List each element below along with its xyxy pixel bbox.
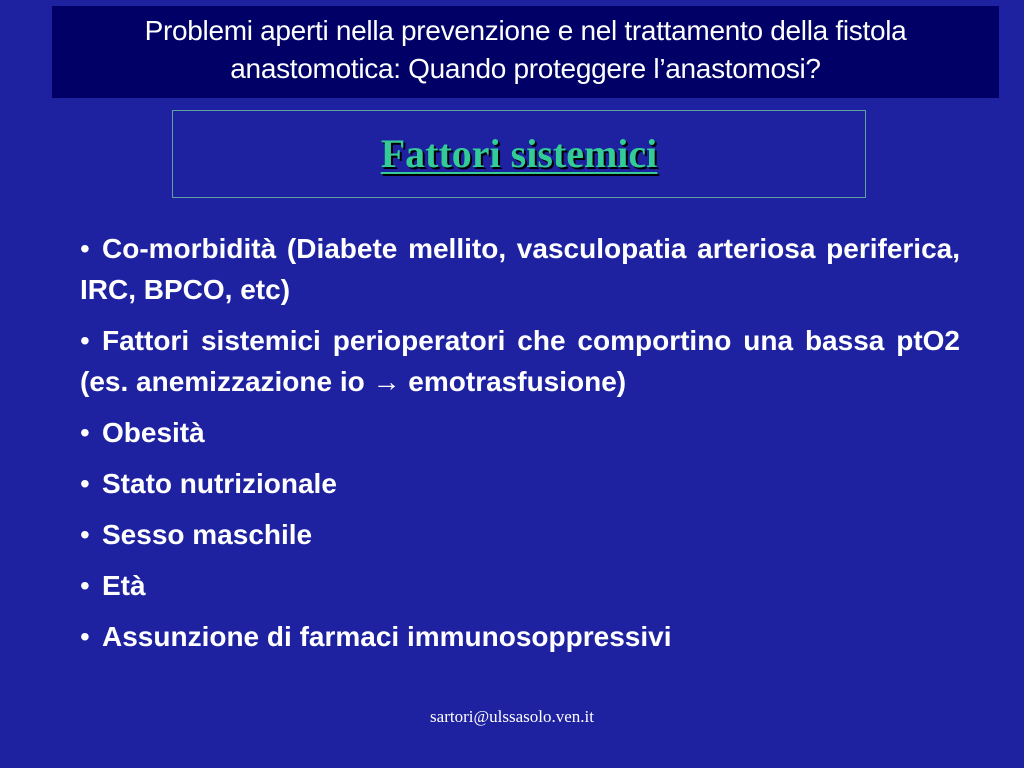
bullet-text: Co-morbidità (Diabete mellito, vasculopatia arteriosa periferica, IRC, BPCO, etc) — [80, 233, 960, 305]
bullet-text: Sesso maschile — [102, 519, 313, 550]
bullet-list — [80, 228, 960, 667]
bullet-item — [80, 463, 960, 504]
bullet-item — [80, 616, 960, 657]
title-box — [172, 110, 866, 198]
bullet-item — [80, 228, 960, 310]
bullet-icon: • — [80, 468, 90, 499]
bullet-text: Assunzione di farmaci immunosoppressivi — [102, 621, 672, 652]
bullet-icon: • — [80, 519, 90, 550]
bullet-icon: • — [80, 570, 90, 601]
header-text: Problemi aperti nella prevenzione e nel trattamento della fistola anastomotica: Quando proteggere l’anastomosi? — [144, 15, 907, 84]
slide-title: Fattori sistemici — [380, 131, 658, 176]
bullet-item — [80, 565, 960, 606]
bullet-icon: • — [80, 417, 90, 448]
bullet-text: Fattori sistemici perioperatori che comportino una bassa ptO2 (es. anemizzazione io → emotrasfusione) — [80, 325, 960, 397]
bullet-icon: • — [80, 325, 90, 356]
bullet-item — [80, 320, 960, 402]
bullet-icon: • — [80, 621, 90, 652]
bullet-text: Obesità — [102, 417, 205, 448]
bullet-icon: • — [80, 233, 90, 264]
bullet-item — [80, 514, 960, 555]
bullet-text: Età — [102, 570, 146, 601]
footer-email: sartori@ulssasolo.ven.it — [430, 707, 594, 726]
slide-header — [52, 6, 999, 98]
bullet-text: Stato nutrizionale — [102, 468, 337, 499]
bullet-item — [80, 412, 960, 453]
